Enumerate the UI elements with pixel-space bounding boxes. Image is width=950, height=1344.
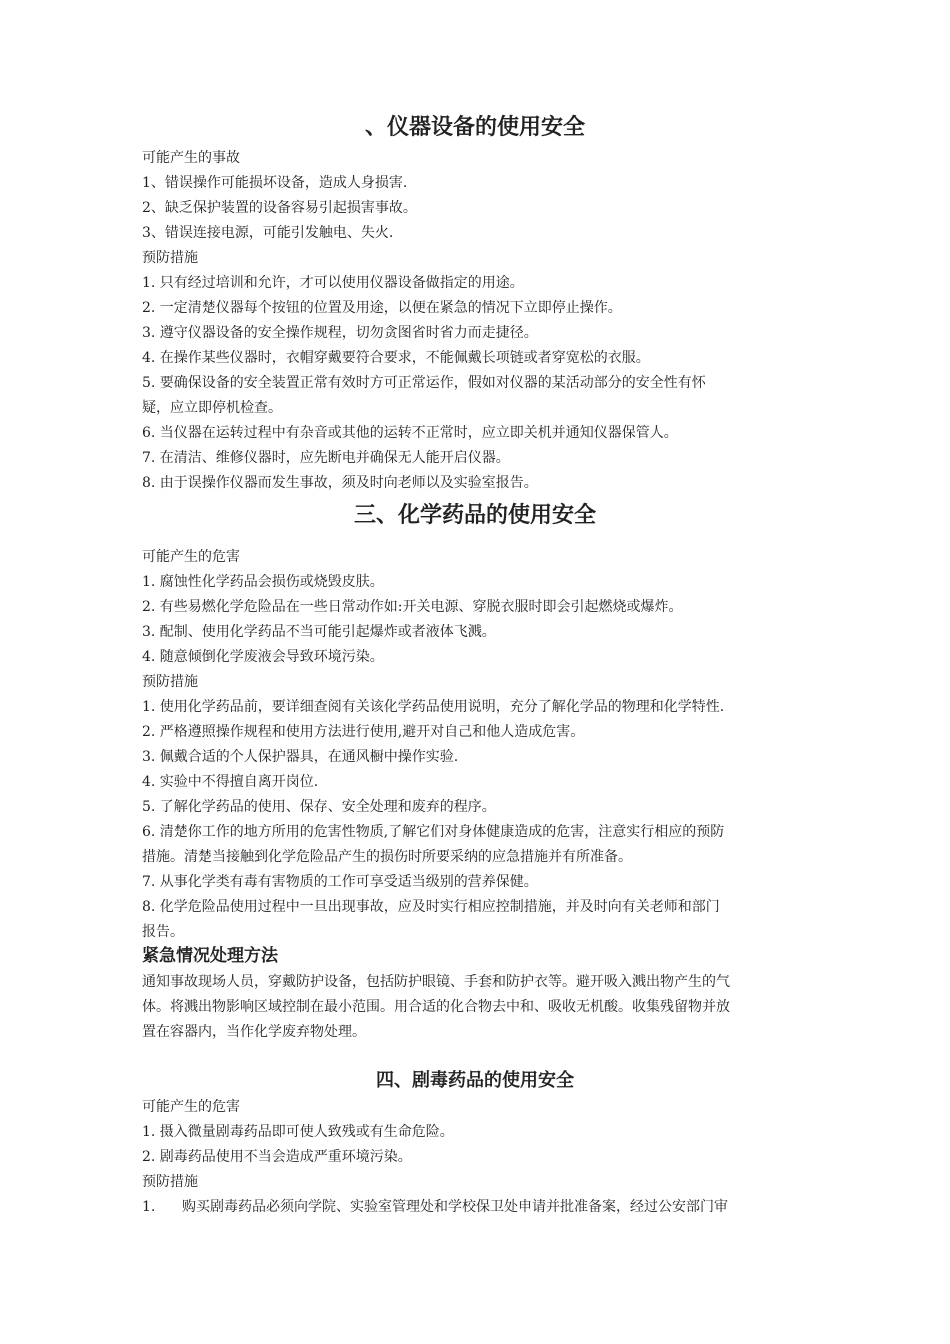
prevention-item: 7. 在清洁、维修仪器时，应先断电并确保无人能开启仪器。 [142, 450, 510, 466]
section-title-toxic-safety: 四、剧毒药品的使用安全 [376, 1070, 574, 1091]
emergency-paragraph-line: 通知事故现场人员，穿戴防护设备，包括防护眼镜、手套和防护衣等。避开吸入溅出物产生的气 [142, 974, 730, 990]
prevention-item: 5. 了解化学药品的使用、保存、安全处理和废弃的程序。 [142, 799, 496, 815]
prevention-item: 6. 清楚你工作的地方所用的危害性物质,了解它们对身体健康造成的危害，注意实行相应的预防 [142, 824, 725, 840]
subheading-prevention: 预防措施 [142, 1174, 198, 1190]
prevention-item: 3. 遵守仪器设备的安全操作规程，切勿贪图省时省力而走捷径。 [142, 325, 538, 341]
prevention-item: 2. 严格遵照操作规程和使用方法进行使用,避开对自己和他人造成危害。 [142, 724, 585, 740]
hazard-item: 4. 随意倾倒化学废液会导致环境污染。 [142, 649, 384, 665]
prevention-item: 1. 只有经过培训和允许，才可以使用仪器设备做指定的用途。 [142, 275, 524, 291]
subheading-possible-accidents: 可能产生的事故 [142, 150, 240, 166]
section-title-instrument-safety: 、仪器设备的使用安全 [364, 114, 585, 140]
accident-item: 3、错误连接电源，可能引发触电、失火. [142, 225, 394, 241]
prevention-item: 1. 使用化学药品前，要详细查阅有关该化学药品使用说明，充分了解化学品的物理和化学特性. [142, 699, 725, 715]
subheading-prevention: 预防措施 [142, 250, 198, 266]
hazard-item: 1. 腐蚀性化学药品会损伤或烧毁皮肤。 [142, 574, 384, 590]
emergency-paragraph-line: 体。将溅出物影响区域控制在最小范围。用合适的化合物去中和、吸收无机酸。收集残留物并放 [142, 999, 730, 1015]
accident-item: 1、错误操作可能损坏设备，造成人身损害. [142, 175, 408, 191]
prevention-item: 2. 一定清楚仪器每个按钮的位置及用途，以便在紧急的情况下立即停止操作。 [142, 300, 622, 316]
prevention-item: 8. 由于误操作仪器而发生事故，须及时向老师以及实验室报告。 [142, 475, 538, 491]
prevention-item-continued: 报告。 [142, 924, 184, 940]
prevention-item: 5. 要确保设备的安全装置正常有效时方可正常运作，假如对仪器的某活动部分的安全性有怀 [142, 375, 706, 391]
emergency-handling-heading: 紧急情况处理方法 [142, 946, 278, 966]
hazard-item: 2. 有些易燃化学危险品在一些日常动作如:开关电源、穿脱衣服时即会引起燃烧或爆炸。 [142, 599, 683, 615]
prevention-item: 8. 化学危险品使用过程中一旦出现事故，应及时实行相应控制措施，并及时向有关老师和部门 [142, 899, 720, 915]
prevention-item: 1. 购买剧毒药品必须向学院、实验室管理处和学校保卫处申请并批准备案，经过公安部门审 [142, 1199, 729, 1215]
prevention-item: 7. 从事化学类有毒有害物质的工作可享受适当级别的营养保健。 [142, 874, 538, 890]
hazard-item: 3. 配制、使用化学药品不当可能引起爆炸或者液体飞溅。 [142, 624, 496, 640]
prevention-item: 4. 实验中不得擅自离开岗位. [142, 774, 319, 790]
subheading-prevention: 预防措施 [142, 674, 198, 690]
prevention-item: 4. 在操作某些仪器时，衣帽穿戴要符合要求，不能佩戴长项链或者穿宽松的衣服。 [142, 350, 650, 366]
prevention-item: 3. 佩戴合适的个人保护器具，在通风橱中操作实验. [142, 749, 459, 765]
prevention-item: 6. 当仪器在运转过程中有杂音或其他的运转不正常时，应立即关机并通知仪器保管人。 [142, 425, 678, 441]
emergency-paragraph-line: 置在容器内，当作化学废弃物处理。 [142, 1024, 366, 1040]
prevention-item-continued: 疑，应立即停机检查。 [142, 400, 282, 416]
subheading-possible-hazards: 可能产生的危害 [142, 1099, 240, 1115]
accident-item: 2、缺乏保护装置的设备容易引起损害事故。 [142, 200, 417, 216]
hazard-item: 2. 剧毒药品使用不当会造成严重环境污染。 [142, 1149, 412, 1165]
hazard-item: 1. 摄入微量剧毒药品即可使人致残或有生命危险。 [142, 1124, 454, 1140]
prevention-item-continued: 措施。清楚当接触到化学危险品产生的损伤时所要采纳的应急措施并有所准备。 [142, 849, 632, 865]
subheading-possible-hazards: 可能产生的危害 [142, 549, 240, 565]
section-title-chemical-safety: 三、化学药品的使用安全 [353, 502, 596, 528]
